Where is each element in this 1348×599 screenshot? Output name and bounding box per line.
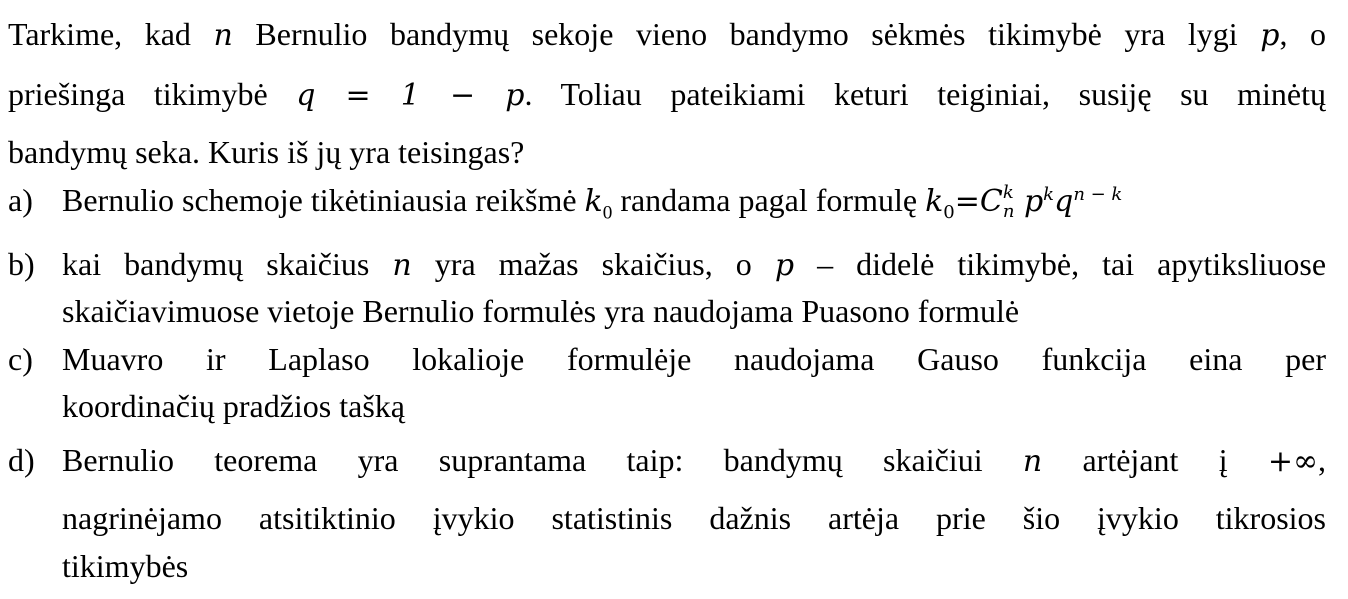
variable-n: n [392,248,412,283]
option-text: artėjant į [1082,442,1228,478]
question-text: priešinga [8,76,126,112]
subscript: n [1002,201,1015,222]
option-d [8,444,1326,582]
bernoulli-formula [925,182,1123,223]
variable-p: p [1023,184,1044,219]
question-document [8,18,1326,582]
formula-q-equals: q = 1 − p [296,78,525,113]
question-text: Tarkime, kad [8,16,191,52]
subscript: 0 [602,202,613,224]
option-b-line-2: skaičiavimuose vietoje Bernulio formulės yra naudojama Puasono formulė [62,293,1020,329]
option-a-text [62,184,1326,222]
variable-q: q [1054,184,1074,219]
option-b-line-1 [62,248,1326,295]
superscript: k [1002,182,1014,204]
option-text: yra mažas skaičius, o [434,246,752,282]
superscript: k [1043,184,1055,205]
option-text: , [1318,442,1326,478]
option-d-line-3: tikimybės [62,548,189,584]
question-text: . Toliau pateikiami keturi teiginiai, susiję su minėtų [524,76,1326,112]
option-text: randama pagal formulę [620,182,918,218]
variable-p: p [774,248,795,283]
question-line-1 [8,18,1326,78]
plus-infinity-symbol: +∞ [1267,444,1318,479]
superscript: n − k [1073,184,1123,205]
variable-p: p [1260,18,1280,53]
option-text: Bernulio teorema yra suprantama taip: bandymų skaičiui [62,442,983,478]
variable-k: k [584,184,603,219]
question-text: , o [1279,16,1327,52]
variable-n: n [213,18,233,53]
option-label: b) [8,246,35,282]
variable-n: n [1022,444,1043,479]
question-text: tikimybė [153,76,268,112]
option-label: a) [8,182,33,218]
option-b [8,248,1326,343]
variable-C: C [979,184,1003,219]
option-d-line-2: nagrinėjamo atsitiktinio įvykio statistinis dažnis artėja prie šio įvykio tikrosios [62,500,1326,536]
binomial-indices [1003,184,1015,222]
subscript: 0 [943,202,955,223]
variable-k: k [925,184,944,219]
option-text: kai bandymų skaičius [62,246,370,282]
question-text: Bernulio bandymų sekoje vieno bandymo sėkmės tikimybė yra lygi [255,16,1238,52]
option-d-line-1 [62,444,1326,502]
equals-sign: = [954,184,980,219]
option-label: c) [8,341,33,377]
option-c-line-1: Muavro ir Laplaso lokalioje formulėje naudojama Gauso funkcija eina per [62,341,1326,377]
option-c-line-2: koordinačių pradžios tašką [62,388,405,424]
option-c [8,343,1326,444]
option-text: Bernulio schemoje tikėtiniausia reikšmė [62,182,577,218]
question-line-3: bandymų seka. Kuris iš jų yra teisingas? [8,134,525,170]
question-line-2 [8,78,1326,136]
option-a [8,184,1326,248]
option-label: d) [8,442,35,478]
option-text: – didelė tikimybė, tai apytiksliuose [817,246,1327,282]
